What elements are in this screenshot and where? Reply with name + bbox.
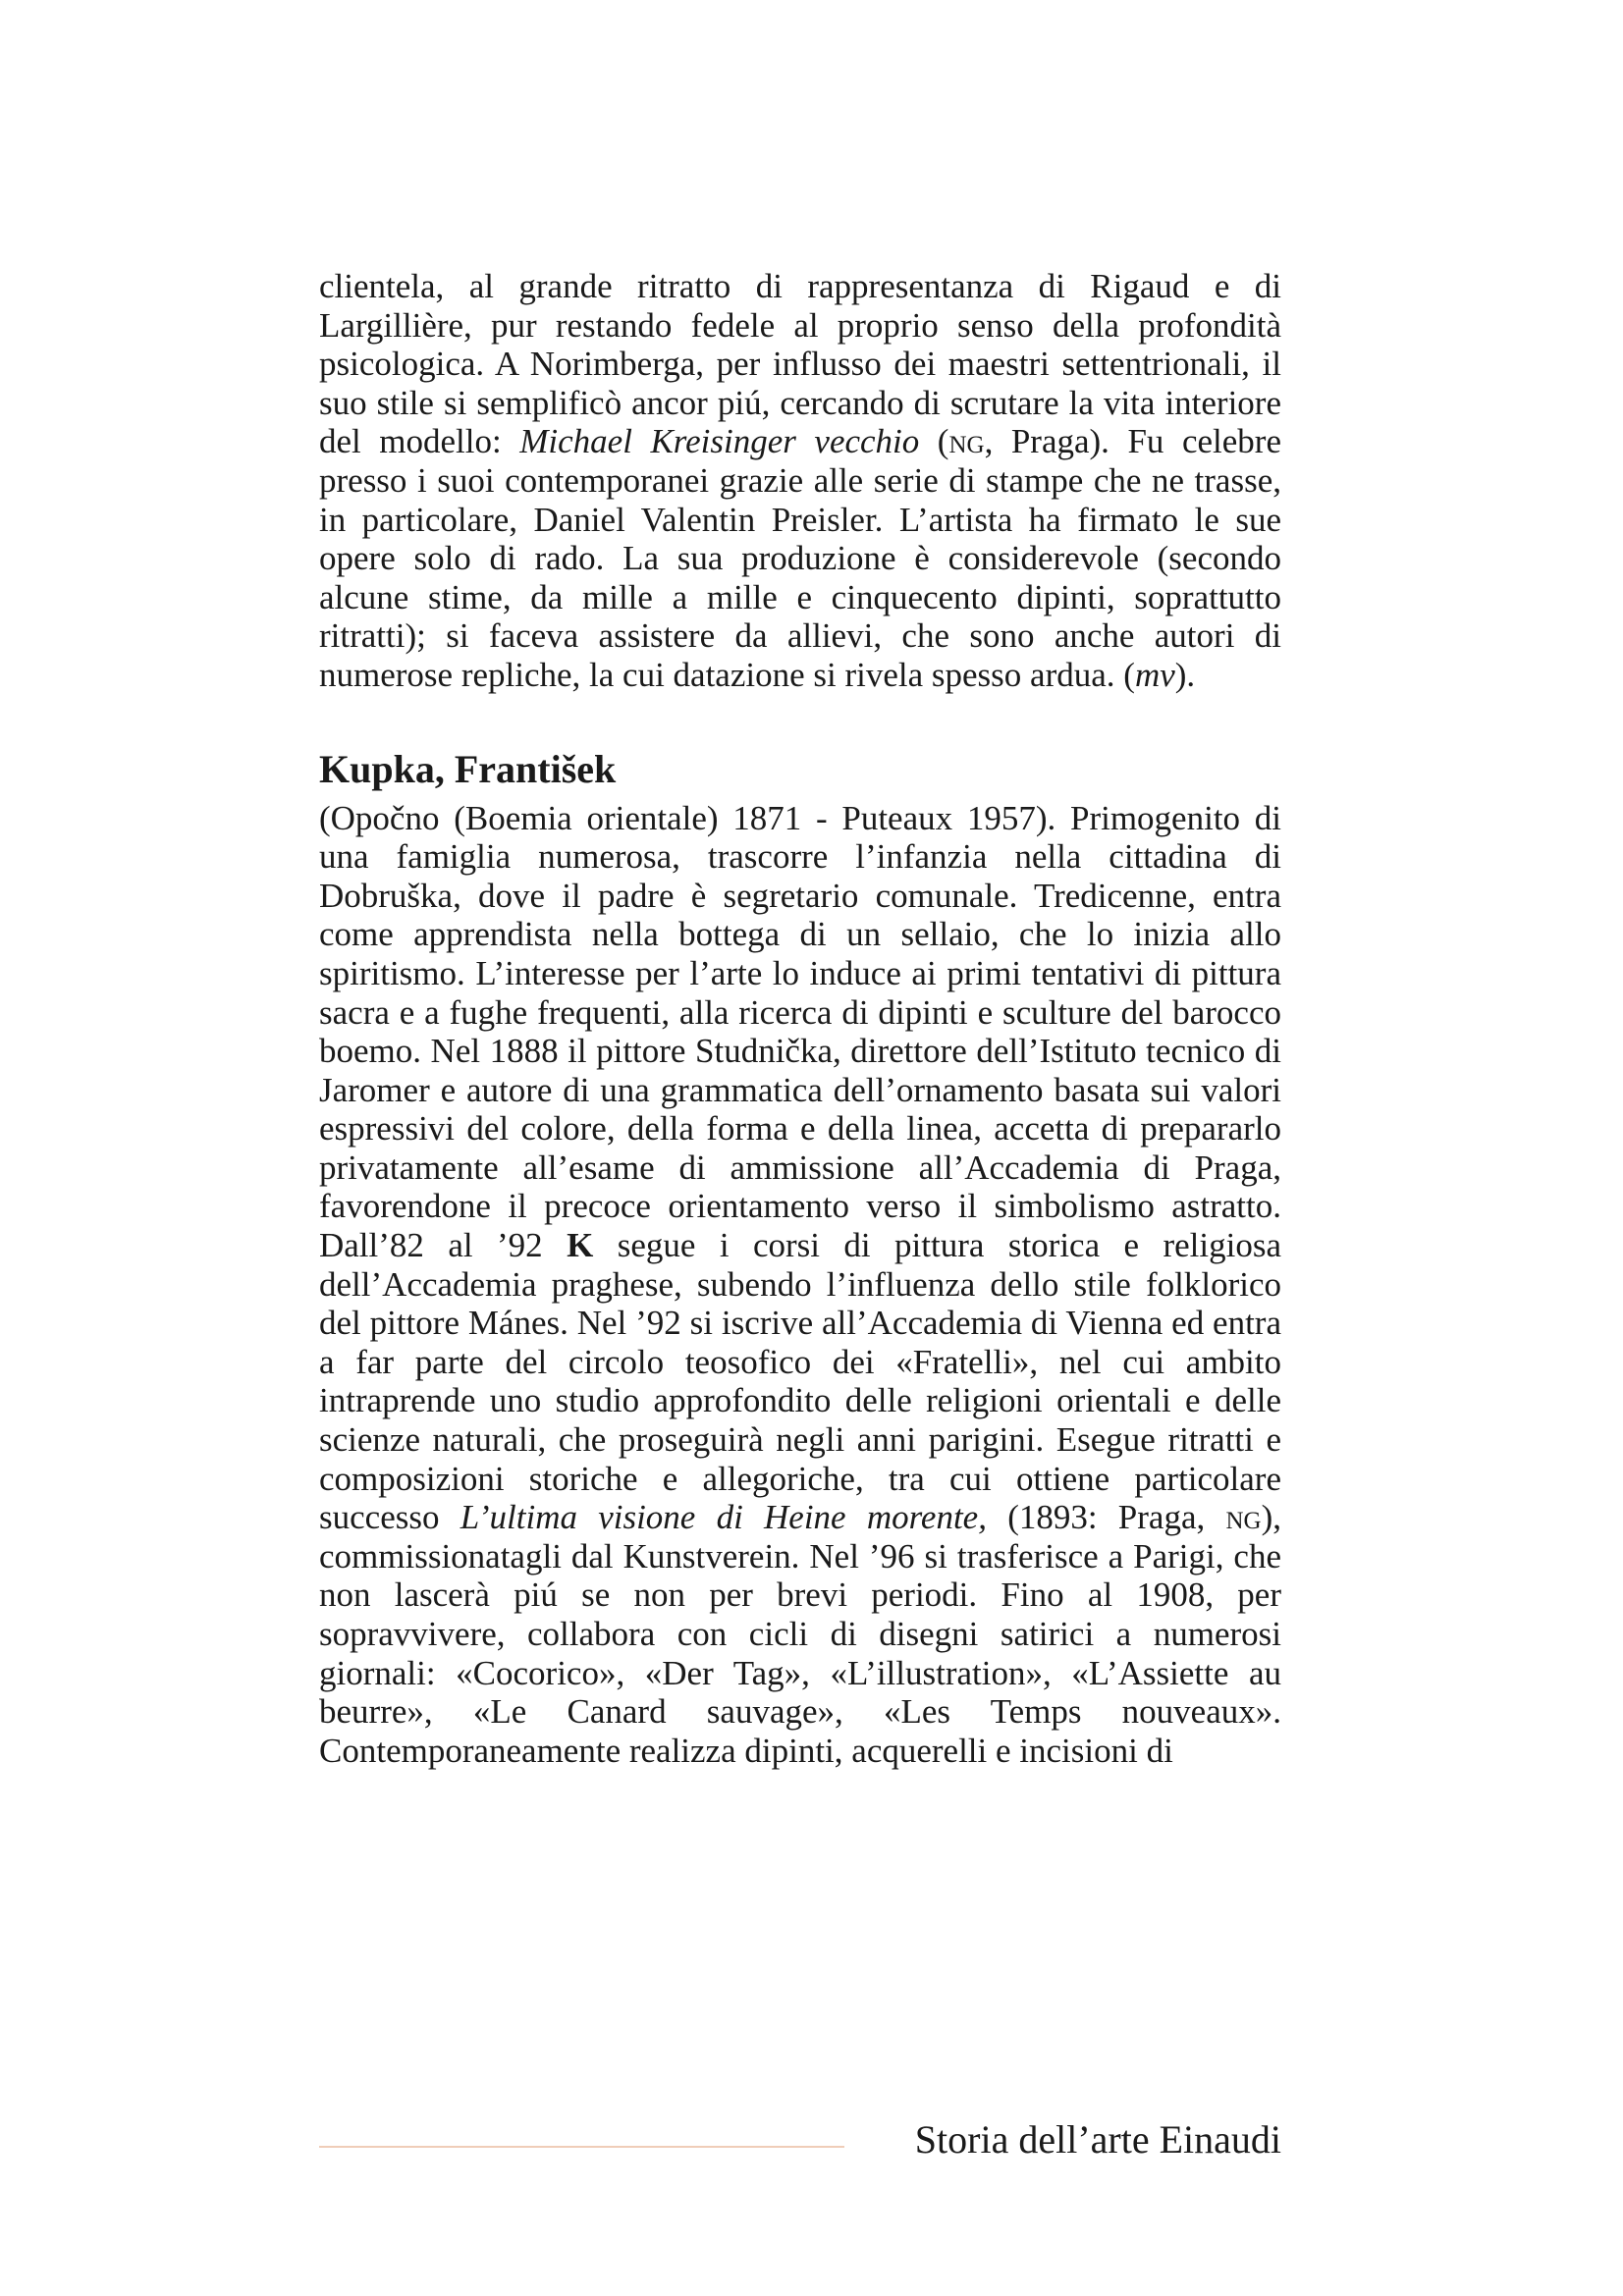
museum-abbreviation: ng (1225, 1498, 1262, 1537)
entry-initial: K (567, 1226, 594, 1265)
page-footer (319, 2112, 1281, 2171)
footer-rule (319, 2146, 844, 2148)
paragraph-text: , Praga). Fu celebre presso i suoi contemporanei grazie alle serie di stampe che ne trasse, in particolare, Daniel Valentin Preisler. L’artista ha firmato le sue opere solo di rado. La sua produzione è considerevole (secondo alcune stime, da mille a mille e cinquecento dipinti, soprattutto ritratti); si faceva assistere da allievi, che sono anche autori di numerose repliche, la cui datazione si rivela spesso ardua. ( (319, 422, 1281, 694)
artwork-title: L’ultima visione di Heine morente, (460, 1498, 987, 1537)
paragraph-text: ( (919, 422, 949, 461)
paragraph-kupka (319, 799, 1281, 1771)
paragraph-rigaud (319, 267, 1281, 695)
paragraph-text: (Opočno (Boemia orientale) 1871 - Puteaux 1957). Primogenito di una famiglia numerosa, trascorre l’infanzia nella cittadina di Dobruška, dove il padre è segretario comunale. Tredicenne, entra come apprendista nella bottega di un sellaio, che lo inizia allo spiritismo. L’interesse per l’arte lo induce ai primi tentativi di pittura sacra e a fughe frequenti, alla ricerca di dipinti e sculture del barocco boemo. Nel 1888 il pittore Studnička, direttore dell’Istituto tecnico di Jaromer e autore di una grammatica dell’ornamento basata sui valori espressivi del colore, della forma e della linea, accetta di prepararlo privatamente all’esame di ammissione all’Accademia di Praga, favorendone il precoce orientamento verso il simbolismo astratto. Dall’82 al ’92 (319, 798, 1281, 1265)
entry-title: Kupka, František (319, 746, 617, 791)
museum-abbreviation: ng (948, 422, 985, 461)
paragraph-text: ), commissionatagli dal Kunstverein. Nel ’96 si trasferisce a Parigi, che non lascerà piú se non per brevi periodi. Fino al 1908, per sopravvivere, collabora con cicli di disegni satirici a numerosi giornali: «Cocorico», «Der Tag», «L’illustration», «L’Assiette au beurre», «Le Canard sauvage», «Les Temps nouveaux». Contemporaneamente realizza dipinti, acquerelli e incisioni di (319, 1498, 1281, 1770)
paragraph-text: ). (1174, 655, 1196, 694)
paragraph-text: (1893: Praga, (986, 1498, 1226, 1537)
footer-publication-title: Storia dell’arte Einaudi (914, 2117, 1281, 2162)
paragraph-text: segue i corsi di pittura storica e religiosa dell’Accademia praghese, subendo l’influenza dello stile folklorico del pittore Mánes. Nel ’92 si iscrive all’Accademia di Vienna ed entra a far parte del circolo teosofico dei «Fratelli», nel cui ambito intraprende uno studio approfondito delle religioni orientali e delle scienze naturali, che proseguirà negli anni parigini. Esegue ritratti e composizioni storiche e allegoriche, tra cui ottiene particolare successo (319, 1226, 1282, 1537)
page-body (319, 267, 1281, 1770)
author-initials: mv (1134, 655, 1175, 694)
artwork-title: Michael Kreisinger vecchio (519, 422, 920, 461)
paragraph-text: clientela, al grande ritratto di rappresentanza di Rigaud e di Largillière, pur restando fedele al proprio senso della profondità psicologica. A Norimberga, per influsso dei maestri settentrionali, il suo stile si semplificò ancor piú, cercando di scrutare la vita interiore del modello: (319, 267, 1281, 461)
